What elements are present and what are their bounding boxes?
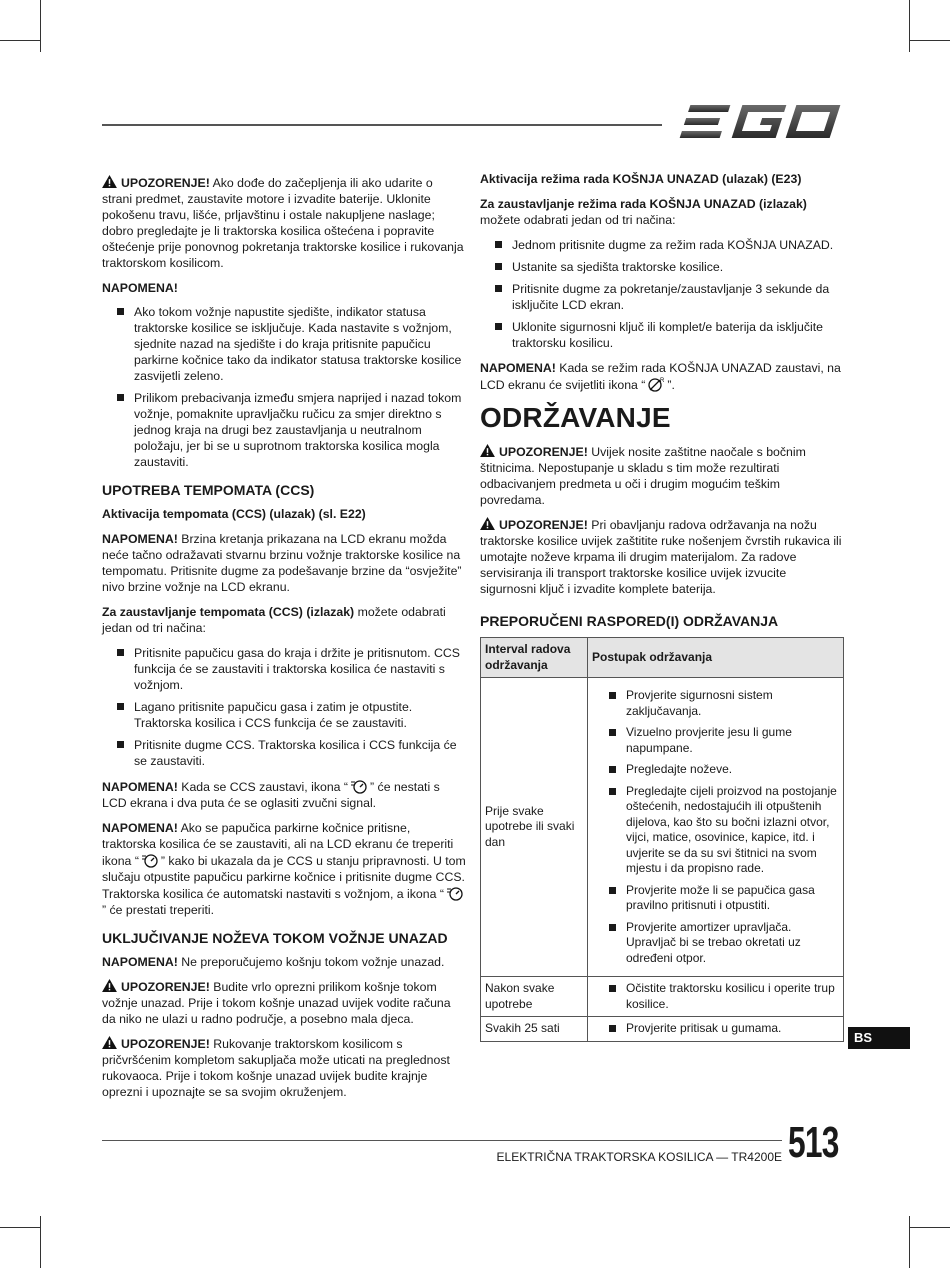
ccs-note [102, 531, 466, 595]
warning-text: Rukovanje traktorskom kosilicom s pričvršćenim kompletom sakupljača može uticati na preglednost rukovaoca. Prije i tokom košnje unazad uvijek budite krajnje oprezni i upoznajte se sa svojim okruženjem. [102, 1037, 450, 1099]
warning-paragraph [102, 979, 466, 1027]
list-item: Pregledajte noževe. [626, 762, 839, 778]
procedure-list [592, 688, 839, 966]
list-item: Provjerite može li se papučica gasa pravilno pritisnuti i otpustiti. [626, 883, 839, 914]
note-text: Kada se režim rada KOŠNJA UNAZAD zaustavi, na LCD ekranu će svijetliti ikona “ [480, 361, 841, 392]
cruise-control-icon [348, 778, 370, 794]
table-row [481, 977, 844, 1017]
warning-triangle-icon [102, 1036, 117, 1049]
list-item: Pregledajte cijeli proizvod na postojanje oštećenih, nedostajućih ili otpuštenih dijelova, kao što su bočni izlazni otvor, vijci, matice, osovinice, kapice, itd. i uvjerite se da su svi štitnici na svom mjestu i da propisno rade. [626, 784, 839, 877]
note-text: Brzina kretanja prikazana na LCD ekranu možda neće tačno odražavati stvarnu brzinu vožnje traktorske kosilice na tempomatu. Pritisnite dugme za podešavanje brzine da “osvježite” nivo brzine vožnje na LCD ekranu. [102, 532, 462, 594]
note-text: ” kako bi ukazala da je CCS u stanju pripravnosti. U tom slučaju otpustite papučicu parkirne kočnice i pritisnite dugme CCS. Traktorska kosilica će automatski nastaviti s vožnjom, a ikona “ [102, 854, 466, 901]
note-text: ”. [667, 378, 675, 392]
crop-mark [40, 0, 41, 52]
list-item: Uklonite sigurnosni ključ ili komplet/e baterija da isključite traktorsku kosilicu. [512, 319, 844, 351]
ccs-stop-text: možete odabrati jedan od tri načina: [102, 605, 446, 635]
interval-cell: Svakih 25 sati [481, 1017, 588, 1042]
list-item: Očistite traktorsku kosilicu i operite trup kosilice. [626, 981, 839, 1012]
note-label: NAPOMENA! [102, 532, 178, 546]
warning-paragraph [102, 1036, 466, 1100]
right-column [480, 171, 844, 1042]
warning-label: UPOZORENJE! [121, 980, 210, 994]
warning-text: Budite vrlo oprezni prilikom košnje tokom vožnje unazad. Prije i tokom košnje unazad uvijek vodite računa da niko ne ulazi u radno područje, a posebno mala djeca. [102, 980, 451, 1026]
cruise-control-icon [444, 885, 466, 901]
warning-label: UPOZORENJE! [499, 518, 588, 532]
ccs-subheading: Aktivacija tempomata (CCS) (ulazak) (sl. E22) [102, 507, 366, 521]
ccs-stop-label: Za zaustavljanje tempomata (CCS) (izlazak) [102, 605, 355, 619]
note-text: Ako se papučica parkirne kočnice pritisne, traktorska kosilica će se zaustaviti, ali na LCD ekranu će treperiti ikona “ [102, 821, 454, 868]
column-header: Interval radova održavanja [481, 638, 588, 678]
warning-label: UPOZORENJE! [499, 445, 588, 459]
left-column [102, 175, 466, 1109]
footer-rule [102, 1140, 782, 1141]
table-row [481, 1017, 844, 1042]
list-item: Prilikom prebacivanja između smjera naprijed i nazad tokom vožnje, pomaknite upravljačku ručicu za smjer direktno s jednog kraja na drugi bez zaustavljanja u neutralnom položaju, jer bi se u suprotnom traktorska kosilica mogla zaustaviti. [134, 390, 466, 470]
schedule-heading: PREPORUČENI RASPORED(I) ODRŽAVANJA [480, 613, 779, 629]
footer-title: ELEKTRIČNA TRAKTORSKA KOSILICA — TR4200E [496, 1150, 782, 1164]
warning-triangle-icon [102, 175, 117, 188]
crop-mark [0, 40, 40, 41]
reverse-stop-label: Za zaustavljanje režima rada KOŠNJA UNAZAD (izlazak) [480, 197, 807, 211]
reverse-stop-intro [480, 196, 844, 228]
list-item: Jednom pritisnite dugme za režim rada KOŠNJA UNAZAD. [512, 237, 844, 253]
crop-mark [909, 40, 950, 41]
ccs-heading: UPOTREBA TEMPOMATA (CCS) [102, 482, 315, 498]
crop-mark [40, 1216, 41, 1268]
interval-cell: Nakon svake upotrebe [481, 977, 588, 1017]
list-item: Lagano pritisnite papučicu gasa i zatim je otpustite. Traktorska kosilica i CCS funkcija će se zaustaviti. [134, 699, 466, 731]
warning-text: Pri obavljanju radova održavanja na nožu traktorske kosilice uvijek zaštitite ruke nošenjem čvrstih rukavica ili umotajte noževe krpama ili drugim materijalom. Za radove servisiranja ili transport traktorske kosilice uvijek izvucite sigurnosni ključ i izvadite komplete baterija. [480, 518, 842, 596]
list-item: Provjerite amortizer upravljača. Upravljač bi se trebao okretati uz određeni otpor. [626, 920, 839, 967]
list-item: Pritisnite dugme CCS. Traktorska kosilica i CCS funkcija će se zaustaviti. [134, 737, 466, 769]
note-label: NAPOMENA! [102, 955, 178, 969]
list-item: Provjerite pritisak u gumama. [626, 1021, 839, 1037]
reverse-stop-list [480, 237, 844, 351]
header-rule [102, 124, 662, 126]
procedure-cell [588, 1017, 844, 1042]
note-label: NAPOMENA! [480, 361, 556, 375]
note-list [102, 304, 466, 470]
procedure-cell [588, 977, 844, 1017]
crop-mark [909, 1227, 950, 1228]
note-label: NAPOMENA! [102, 821, 178, 835]
warning-text: Uvijek nosite zaštitne naočale s bočnim štitnicima. Nepostupanje u skladu s tim može rezultirati odbacivanjem predmeta u oči i drugim mogućim teškim povredama. [480, 445, 806, 507]
svg-text:R: R [660, 378, 665, 384]
interval-cell: Prije svake upotrebe ili svaki dan [481, 678, 588, 977]
ccs-note-3 [102, 820, 466, 918]
warning-triangle-icon [480, 444, 495, 457]
ccs-stop-list [102, 645, 466, 769]
warning-triangle-icon [102, 979, 117, 992]
crop-mark [909, 0, 910, 52]
procedure-list [592, 1021, 839, 1037]
list-item: Pritisnite dugme za pokretanje/zaustavljanje 3 sekunde da isključite LCD ekran. [512, 281, 844, 313]
note-text: ” će nestati s LCD ekrana i dva puta će se oglasiti zvučni signal. [102, 780, 440, 810]
ccs-stop-intro [102, 604, 466, 636]
reverse-note [102, 954, 466, 970]
warning-paragraph [480, 517, 844, 597]
reverse-subheading: Aktivacija režima rada KOŠNJA UNAZAD (ulazak) (E23) [480, 172, 802, 186]
maintenance-table [480, 637, 844, 1042]
table-row [481, 678, 844, 977]
note-text: Ne preporučujemo košnju tokom vožnje unazad. [177, 955, 445, 969]
reverse-mowing-icon [645, 376, 667, 392]
note-text: Kada se CCS zaustavi, ikona “ [177, 780, 349, 794]
ego-logo [672, 100, 844, 144]
crop-mark [0, 1227, 40, 1228]
note-heading: NAPOMENA! [102, 281, 178, 295]
list-item: Provjerite sigurnosni sistem zaključavanja. [626, 688, 839, 719]
page-number: 513 [788, 1118, 839, 1167]
note-label: NAPOMENA! [102, 780, 178, 794]
warning-label: UPOZORENJE! [121, 1037, 210, 1051]
ccs-note-2 [102, 778, 466, 811]
reverse-note [480, 360, 844, 393]
table-header-row [481, 638, 844, 678]
crop-mark [909, 1216, 910, 1268]
warning-label: UPOZORENJE! [121, 176, 210, 190]
maintenance-heading: ODRŽAVANJE [480, 402, 671, 433]
warning-paragraph [102, 175, 466, 271]
warning-text: Ako dođe do začepljenja ili ako udarite o strani predmet, zaustavite motore i izvadite baterije. Uklonite pokošenu travu, lišće, prljavštinu i ostale nakupljene naslage; dobro pregledajte je li traktorska kosilica oštećena i popravite oštećenje prije ponovnog pokretanja traktorske kosilice i rukovanja traktorskom kosilicom. [102, 176, 464, 270]
list-item: Vizuelno provjerite jesu li gume napumpane. [626, 725, 839, 756]
reverse-heading: UKLJUČIVANJE NOŽEVA TOKOM VOŽNJE UNAZAD [102, 930, 448, 946]
warning-paragraph [480, 444, 844, 508]
list-item: Ako tokom vožnje napustite sjedište, indikator statusa traktorske kosilice se isključuje. Kada nastavite s vožnjom, sjednite nazad na sjedište i do kraja pritisnite papučicu parkirne kočnice tako da indikator statusa traktorske kosilice zasvijetli zeleno. [134, 304, 466, 384]
list-item: Ustanite sa sjedišta traktorske kosilice. [512, 259, 844, 275]
list-item: Pritisnite papučicu gasa do kraja i držite je pritisnutom. CCS funkcija će se zaustaviti i traktorska kosilica će nastaviti s vožnjom. [134, 645, 466, 693]
column-header: Postupak održavanja [588, 638, 844, 678]
warning-triangle-icon [480, 517, 495, 530]
language-tab: BS [848, 1027, 910, 1049]
procedure-cell [588, 678, 844, 977]
note-text: ” će prestati treperiti. [102, 903, 215, 917]
cruise-control-icon [139, 852, 161, 868]
reverse-stop-text: možete odabrati jedan od tri načina: [480, 213, 676, 227]
procedure-list [592, 981, 839, 1012]
